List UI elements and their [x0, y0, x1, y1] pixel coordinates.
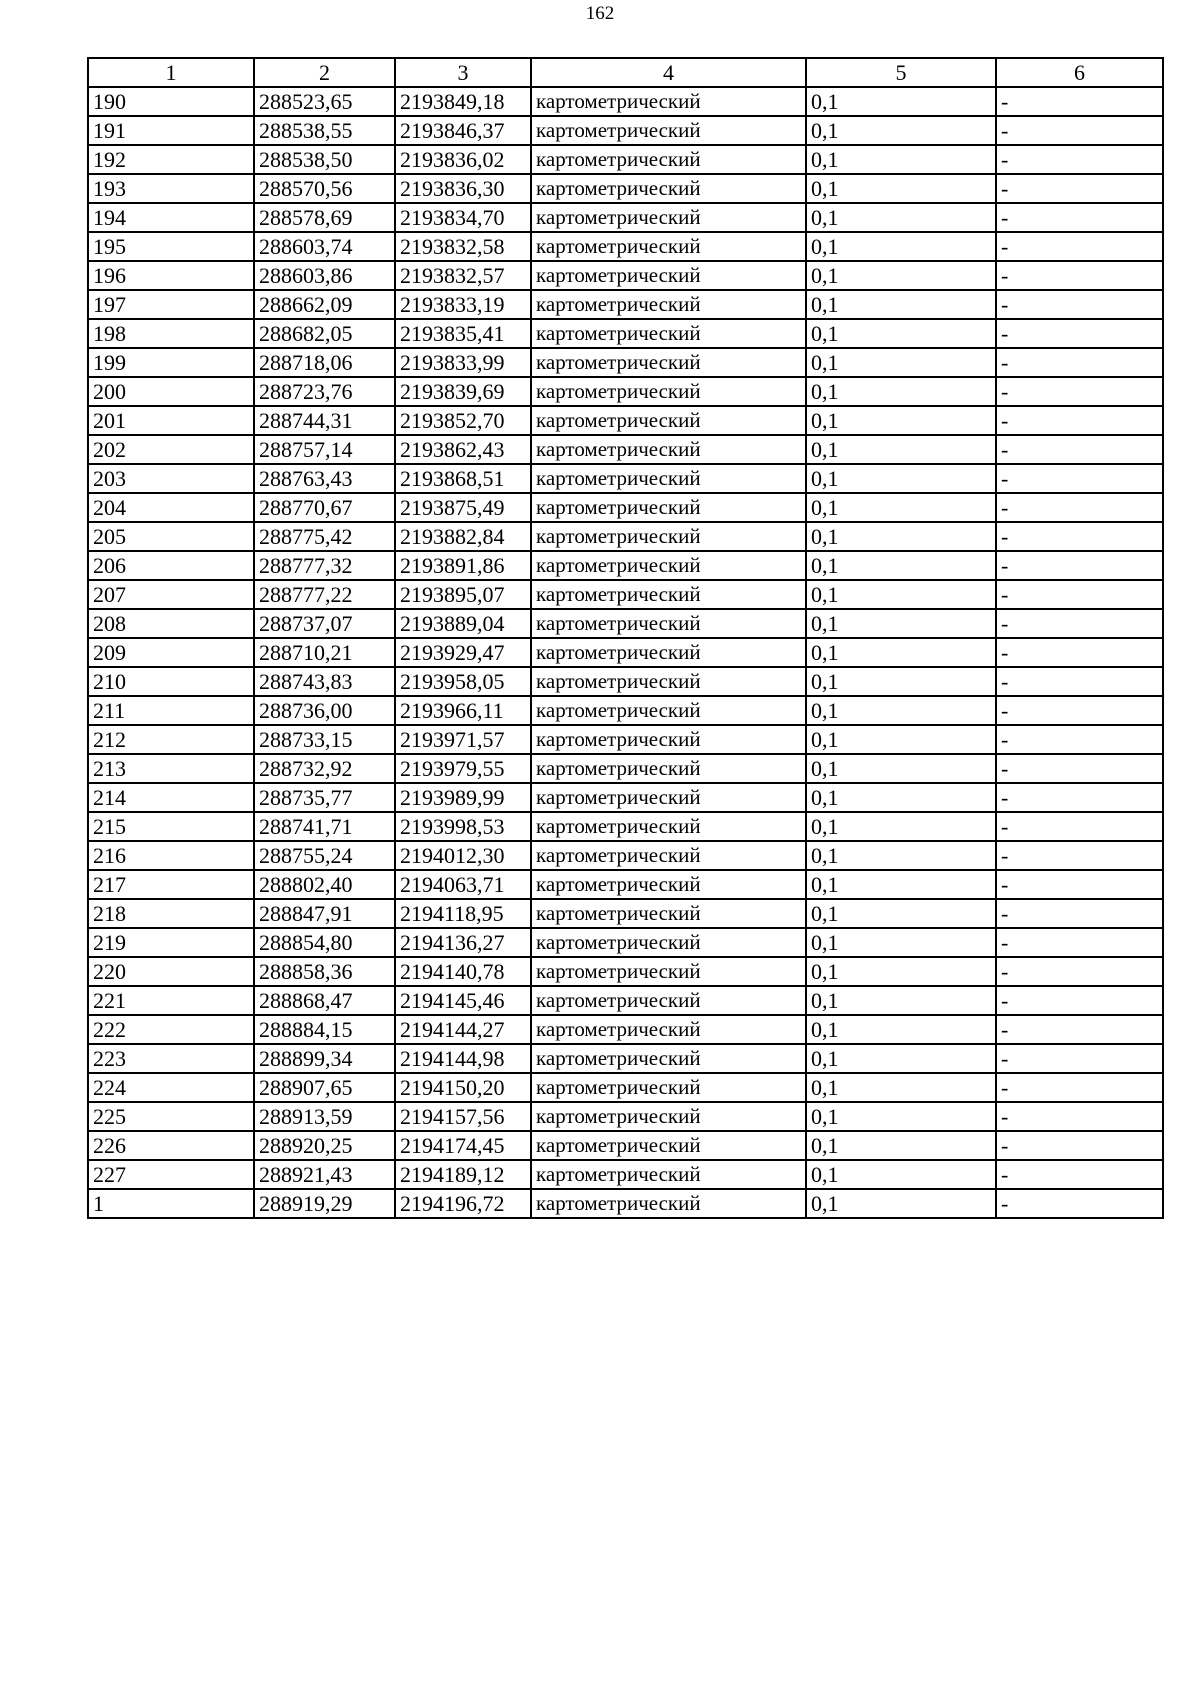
cell-point-number: 191 — [88, 116, 254, 145]
cell-x-coordinate: 288854,80 — [254, 928, 395, 957]
table-row — [88, 725, 1163, 754]
cell-y-coordinate: 2194150,20 — [395, 1073, 531, 1102]
cell-point-number: 225 — [88, 1102, 254, 1131]
table-row — [88, 812, 1163, 841]
cell-point-number: 197 — [88, 290, 254, 319]
cell-y-coordinate: 2193998,53 — [395, 812, 531, 841]
cell-y-coordinate: 2193966,11 — [395, 696, 531, 725]
cell-y-coordinate: 2193835,41 — [395, 319, 531, 348]
header-cell-2: 2 — [254, 58, 395, 87]
cell-method: картометрический — [531, 1160, 806, 1189]
table-row — [88, 928, 1163, 957]
table-header-row — [88, 58, 1163, 87]
cell-note: - — [996, 841, 1163, 870]
cell-accuracy: 0,1 — [806, 783, 996, 812]
table-row — [88, 464, 1163, 493]
cell-accuracy: 0,1 — [806, 754, 996, 783]
header-cell-6: 6 — [996, 58, 1163, 87]
cell-x-coordinate: 288538,50 — [254, 145, 395, 174]
cell-y-coordinate: 2193891,86 — [395, 551, 531, 580]
cell-note: - — [996, 1102, 1163, 1131]
cell-note: - — [996, 957, 1163, 986]
cell-x-coordinate: 288919,29 — [254, 1189, 395, 1218]
table-row — [88, 1189, 1163, 1218]
cell-note: - — [996, 116, 1163, 145]
cell-x-coordinate: 288538,55 — [254, 116, 395, 145]
cell-point-number: 222 — [88, 1015, 254, 1044]
cell-x-coordinate: 288733,15 — [254, 725, 395, 754]
table-row — [88, 957, 1163, 986]
cell-note: - — [996, 580, 1163, 609]
cell-accuracy: 0,1 — [806, 812, 996, 841]
cell-note: - — [996, 783, 1163, 812]
cell-y-coordinate: 2194189,12 — [395, 1160, 531, 1189]
cell-accuracy: 0,1 — [806, 638, 996, 667]
cell-y-coordinate: 2193832,58 — [395, 232, 531, 261]
cell-y-coordinate: 2194196,72 — [395, 1189, 531, 1218]
cell-note: - — [996, 493, 1163, 522]
cell-method: картометрический — [531, 986, 806, 1015]
cell-note: - — [996, 290, 1163, 319]
cell-note: - — [996, 986, 1163, 1015]
cell-note: - — [996, 754, 1163, 783]
cell-y-coordinate: 2193833,19 — [395, 290, 531, 319]
cell-point-number: 204 — [88, 493, 254, 522]
cell-accuracy: 0,1 — [806, 493, 996, 522]
cell-point-number: 194 — [88, 203, 254, 232]
coordinates-table — [87, 57, 1164, 1219]
cell-y-coordinate: 2194157,56 — [395, 1102, 531, 1131]
cell-note: - — [996, 203, 1163, 232]
table-row — [88, 551, 1163, 580]
table-row — [88, 261, 1163, 290]
cell-accuracy: 0,1 — [806, 435, 996, 464]
cell-method: картометрический — [531, 1015, 806, 1044]
cell-point-number: 216 — [88, 841, 254, 870]
table-row — [88, 1102, 1163, 1131]
table-row — [88, 1160, 1163, 1189]
table-row — [88, 986, 1163, 1015]
cell-accuracy: 0,1 — [806, 203, 996, 232]
cell-point-number: 195 — [88, 232, 254, 261]
cell-method: картометрический — [531, 580, 806, 609]
cell-note: - — [996, 232, 1163, 261]
cell-method: картометрический — [531, 493, 806, 522]
cell-note: - — [996, 696, 1163, 725]
cell-point-number: 209 — [88, 638, 254, 667]
cell-method: картометрический — [531, 464, 806, 493]
cell-method: картометрический — [531, 406, 806, 435]
cell-method: картометрический — [531, 1044, 806, 1073]
cell-point-number: 211 — [88, 696, 254, 725]
cell-accuracy: 0,1 — [806, 870, 996, 899]
cell-accuracy: 0,1 — [806, 87, 996, 116]
cell-note: - — [996, 145, 1163, 174]
cell-method: картометрический — [531, 1189, 806, 1218]
cell-point-number: 218 — [88, 899, 254, 928]
cell-x-coordinate: 288858,36 — [254, 957, 395, 986]
cell-accuracy: 0,1 — [806, 348, 996, 377]
cell-x-coordinate: 288682,05 — [254, 319, 395, 348]
cell-x-coordinate: 288899,34 — [254, 1044, 395, 1073]
cell-point-number: 198 — [88, 319, 254, 348]
cell-x-coordinate: 288735,77 — [254, 783, 395, 812]
table-row — [88, 522, 1163, 551]
cell-y-coordinate: 2194140,78 — [395, 957, 531, 986]
table-row — [88, 319, 1163, 348]
cell-x-coordinate: 288732,92 — [254, 754, 395, 783]
table-row — [88, 1073, 1163, 1102]
cell-accuracy: 0,1 — [806, 1044, 996, 1073]
table-row — [88, 290, 1163, 319]
table-row — [88, 1131, 1163, 1160]
cell-point-number: 196 — [88, 261, 254, 290]
cell-y-coordinate: 2193989,99 — [395, 783, 531, 812]
cell-point-number: 212 — [88, 725, 254, 754]
cell-y-coordinate: 2193846,37 — [395, 116, 531, 145]
table-row — [88, 406, 1163, 435]
cell-accuracy: 0,1 — [806, 986, 996, 1015]
cell-y-coordinate: 2194144,98 — [395, 1044, 531, 1073]
cell-point-number: 190 — [88, 87, 254, 116]
cell-method: картометрический — [531, 261, 806, 290]
cell-x-coordinate: 288603,74 — [254, 232, 395, 261]
cell-method: картометрический — [531, 145, 806, 174]
cell-y-coordinate: 2193832,57 — [395, 261, 531, 290]
cell-method: картометрический — [531, 1131, 806, 1160]
cell-accuracy: 0,1 — [806, 232, 996, 261]
cell-y-coordinate: 2193895,07 — [395, 580, 531, 609]
cell-method: картометрический — [531, 551, 806, 580]
cell-note: - — [996, 1015, 1163, 1044]
cell-y-coordinate: 2193958,05 — [395, 667, 531, 696]
cell-point-number: 214 — [88, 783, 254, 812]
table-row — [88, 145, 1163, 174]
cell-y-coordinate: 2193868,51 — [395, 464, 531, 493]
table-row — [88, 754, 1163, 783]
cell-y-coordinate: 2193862,43 — [395, 435, 531, 464]
cell-y-coordinate: 2194144,27 — [395, 1015, 531, 1044]
cell-x-coordinate: 288920,25 — [254, 1131, 395, 1160]
cell-y-coordinate: 2193929,47 — [395, 638, 531, 667]
cell-x-coordinate: 288847,91 — [254, 899, 395, 928]
cell-method: картометрический — [531, 522, 806, 551]
cell-x-coordinate: 288913,59 — [254, 1102, 395, 1131]
table-row — [88, 1015, 1163, 1044]
cell-y-coordinate: 2193979,55 — [395, 754, 531, 783]
cell-note: - — [996, 725, 1163, 754]
cell-accuracy: 0,1 — [806, 290, 996, 319]
cell-y-coordinate: 2193889,04 — [395, 609, 531, 638]
cell-point-number: 1 — [88, 1189, 254, 1218]
cell-method: картометрический — [531, 377, 806, 406]
table-row — [88, 899, 1163, 928]
cell-x-coordinate: 288757,14 — [254, 435, 395, 464]
header-cell-1: 1 — [88, 58, 254, 87]
table-row — [88, 435, 1163, 464]
cell-accuracy: 0,1 — [806, 725, 996, 754]
cell-point-number: 223 — [88, 1044, 254, 1073]
table-row — [88, 87, 1163, 116]
cell-note: - — [996, 348, 1163, 377]
cell-note: - — [996, 464, 1163, 493]
cell-point-number: 208 — [88, 609, 254, 638]
cell-point-number: 213 — [88, 754, 254, 783]
cell-y-coordinate: 2193834,70 — [395, 203, 531, 232]
cell-x-coordinate: 288868,47 — [254, 986, 395, 1015]
cell-y-coordinate: 2193875,49 — [395, 493, 531, 522]
cell-note: - — [996, 870, 1163, 899]
cell-method: картометрический — [531, 783, 806, 812]
cell-method: картометрический — [531, 841, 806, 870]
cell-x-coordinate: 288907,65 — [254, 1073, 395, 1102]
cell-method: картометрический — [531, 725, 806, 754]
cell-accuracy: 0,1 — [806, 928, 996, 957]
cell-accuracy: 0,1 — [806, 609, 996, 638]
cell-x-coordinate: 288570,56 — [254, 174, 395, 203]
cell-y-coordinate: 2193882,84 — [395, 522, 531, 551]
cell-accuracy: 0,1 — [806, 1160, 996, 1189]
cell-method: картометрический — [531, 435, 806, 464]
cell-x-coordinate: 288578,69 — [254, 203, 395, 232]
cell-method: картометрический — [531, 696, 806, 725]
cell-note: - — [996, 319, 1163, 348]
cell-note: - — [996, 667, 1163, 696]
cell-note: - — [996, 551, 1163, 580]
cell-accuracy: 0,1 — [806, 116, 996, 145]
cell-x-coordinate: 288802,40 — [254, 870, 395, 899]
cell-method: картометрический — [531, 812, 806, 841]
cell-y-coordinate: 2194063,71 — [395, 870, 531, 899]
cell-point-number: 203 — [88, 464, 254, 493]
table-row — [88, 609, 1163, 638]
cell-y-coordinate: 2194012,30 — [395, 841, 531, 870]
cell-x-coordinate: 288770,67 — [254, 493, 395, 522]
cell-method: картометрический — [531, 957, 806, 986]
cell-x-coordinate: 288736,00 — [254, 696, 395, 725]
cell-point-number: 224 — [88, 1073, 254, 1102]
cell-note: - — [996, 609, 1163, 638]
cell-point-number: 227 — [88, 1160, 254, 1189]
cell-y-coordinate: 2193833,99 — [395, 348, 531, 377]
cell-y-coordinate: 2194145,46 — [395, 986, 531, 1015]
cell-point-number: 220 — [88, 957, 254, 986]
cell-method: картометрический — [531, 609, 806, 638]
cell-method: картометрический — [531, 928, 806, 957]
cell-accuracy: 0,1 — [806, 406, 996, 435]
cell-accuracy: 0,1 — [806, 1189, 996, 1218]
cell-note: - — [996, 377, 1163, 406]
table-row — [88, 870, 1163, 899]
table-row — [88, 116, 1163, 145]
cell-note: - — [996, 899, 1163, 928]
table-row — [88, 232, 1163, 261]
cell-note: - — [996, 522, 1163, 551]
table-row — [88, 638, 1163, 667]
cell-point-number: 193 — [88, 174, 254, 203]
cell-point-number: 199 — [88, 348, 254, 377]
cell-note: - — [996, 87, 1163, 116]
cell-accuracy: 0,1 — [806, 667, 996, 696]
cell-point-number: 201 — [88, 406, 254, 435]
table-row — [88, 841, 1163, 870]
cell-note: - — [996, 1073, 1163, 1102]
cell-x-coordinate: 288777,22 — [254, 580, 395, 609]
table-row — [88, 1044, 1163, 1073]
cell-note: - — [996, 261, 1163, 290]
cell-method: картометрический — [531, 667, 806, 696]
cell-accuracy: 0,1 — [806, 1131, 996, 1160]
cell-method: картометрический — [531, 232, 806, 261]
cell-method: картометрический — [531, 899, 806, 928]
cell-note: - — [996, 638, 1163, 667]
cell-note: - — [996, 1189, 1163, 1218]
cell-point-number: 210 — [88, 667, 254, 696]
cell-x-coordinate: 288763,43 — [254, 464, 395, 493]
cell-x-coordinate: 288737,07 — [254, 609, 395, 638]
cell-y-coordinate: 2193971,57 — [395, 725, 531, 754]
cell-method: картометрический — [531, 319, 806, 348]
cell-method: картометрический — [531, 116, 806, 145]
table-row — [88, 377, 1163, 406]
table-row — [88, 493, 1163, 522]
cell-method: картометрический — [531, 638, 806, 667]
cell-accuracy: 0,1 — [806, 522, 996, 551]
cell-note: - — [996, 928, 1163, 957]
cell-accuracy: 0,1 — [806, 957, 996, 986]
table-row — [88, 580, 1163, 609]
cell-y-coordinate: 2193839,69 — [395, 377, 531, 406]
cell-x-coordinate: 288723,76 — [254, 377, 395, 406]
cell-note: - — [996, 1160, 1163, 1189]
table-row — [88, 348, 1163, 377]
cell-method: картометрический — [531, 870, 806, 899]
cell-accuracy: 0,1 — [806, 1102, 996, 1131]
cell-x-coordinate: 288741,71 — [254, 812, 395, 841]
cell-point-number: 205 — [88, 522, 254, 551]
header-cell-4: 4 — [531, 58, 806, 87]
cell-x-coordinate: 288603,86 — [254, 261, 395, 290]
cell-accuracy: 0,1 — [806, 377, 996, 406]
cell-y-coordinate: 2194118,95 — [395, 899, 531, 928]
cell-y-coordinate: 2193849,18 — [395, 87, 531, 116]
cell-x-coordinate: 288744,31 — [254, 406, 395, 435]
cell-point-number: 215 — [88, 812, 254, 841]
cell-accuracy: 0,1 — [806, 1073, 996, 1102]
cell-note: - — [996, 406, 1163, 435]
table-row — [88, 783, 1163, 812]
cell-x-coordinate: 288718,06 — [254, 348, 395, 377]
cell-method: картометрический — [531, 174, 806, 203]
table-row — [88, 174, 1163, 203]
cell-x-coordinate: 288775,42 — [254, 522, 395, 551]
table-row — [88, 203, 1163, 232]
table-row — [88, 696, 1163, 725]
cell-accuracy: 0,1 — [806, 174, 996, 203]
cell-accuracy: 0,1 — [806, 696, 996, 725]
cell-accuracy: 0,1 — [806, 261, 996, 290]
header-cell-3: 3 — [395, 58, 531, 87]
page-number: 162 — [585, 3, 615, 24]
cell-y-coordinate: 2193836,30 — [395, 174, 531, 203]
cell-method: картометрический — [531, 1102, 806, 1131]
cell-x-coordinate: 288710,21 — [254, 638, 395, 667]
table-row — [88, 667, 1163, 696]
cell-accuracy: 0,1 — [806, 145, 996, 174]
cell-point-number: 219 — [88, 928, 254, 957]
cell-accuracy: 0,1 — [806, 464, 996, 493]
cell-method: картометрический — [531, 203, 806, 232]
cell-accuracy: 0,1 — [806, 580, 996, 609]
cell-y-coordinate: 2193836,02 — [395, 145, 531, 174]
cell-note: - — [996, 1044, 1163, 1073]
cell-x-coordinate: 288777,32 — [254, 551, 395, 580]
cell-point-number: 192 — [88, 145, 254, 174]
cell-note: - — [996, 812, 1163, 841]
cell-point-number: 200 — [88, 377, 254, 406]
cell-method: картометрический — [531, 1073, 806, 1102]
cell-note: - — [996, 174, 1163, 203]
cell-x-coordinate: 288921,43 — [254, 1160, 395, 1189]
cell-y-coordinate: 2193852,70 — [395, 406, 531, 435]
cell-point-number: 221 — [88, 986, 254, 1015]
cell-accuracy: 0,1 — [806, 551, 996, 580]
cell-point-number: 217 — [88, 870, 254, 899]
cell-x-coordinate: 288523,65 — [254, 87, 395, 116]
cell-x-coordinate: 288743,83 — [254, 667, 395, 696]
cell-accuracy: 0,1 — [806, 841, 996, 870]
cell-x-coordinate: 288884,15 — [254, 1015, 395, 1044]
cell-point-number: 207 — [88, 580, 254, 609]
cell-accuracy: 0,1 — [806, 319, 996, 348]
cell-point-number: 202 — [88, 435, 254, 464]
cell-accuracy: 0,1 — [806, 1015, 996, 1044]
cell-note: - — [996, 1131, 1163, 1160]
cell-method: картометрический — [531, 290, 806, 319]
cell-x-coordinate: 288755,24 — [254, 841, 395, 870]
cell-point-number: 226 — [88, 1131, 254, 1160]
cell-accuracy: 0,1 — [806, 899, 996, 928]
cell-point-number: 206 — [88, 551, 254, 580]
cell-method: картометрический — [531, 348, 806, 377]
cell-method: картометрический — [531, 87, 806, 116]
header-cell-5: 5 — [806, 58, 996, 87]
cell-method: картометрический — [531, 754, 806, 783]
cell-y-coordinate: 2194136,27 — [395, 928, 531, 957]
cell-y-coordinate: 2194174,45 — [395, 1131, 531, 1160]
cell-note: - — [996, 435, 1163, 464]
cell-x-coordinate: 288662,09 — [254, 290, 395, 319]
